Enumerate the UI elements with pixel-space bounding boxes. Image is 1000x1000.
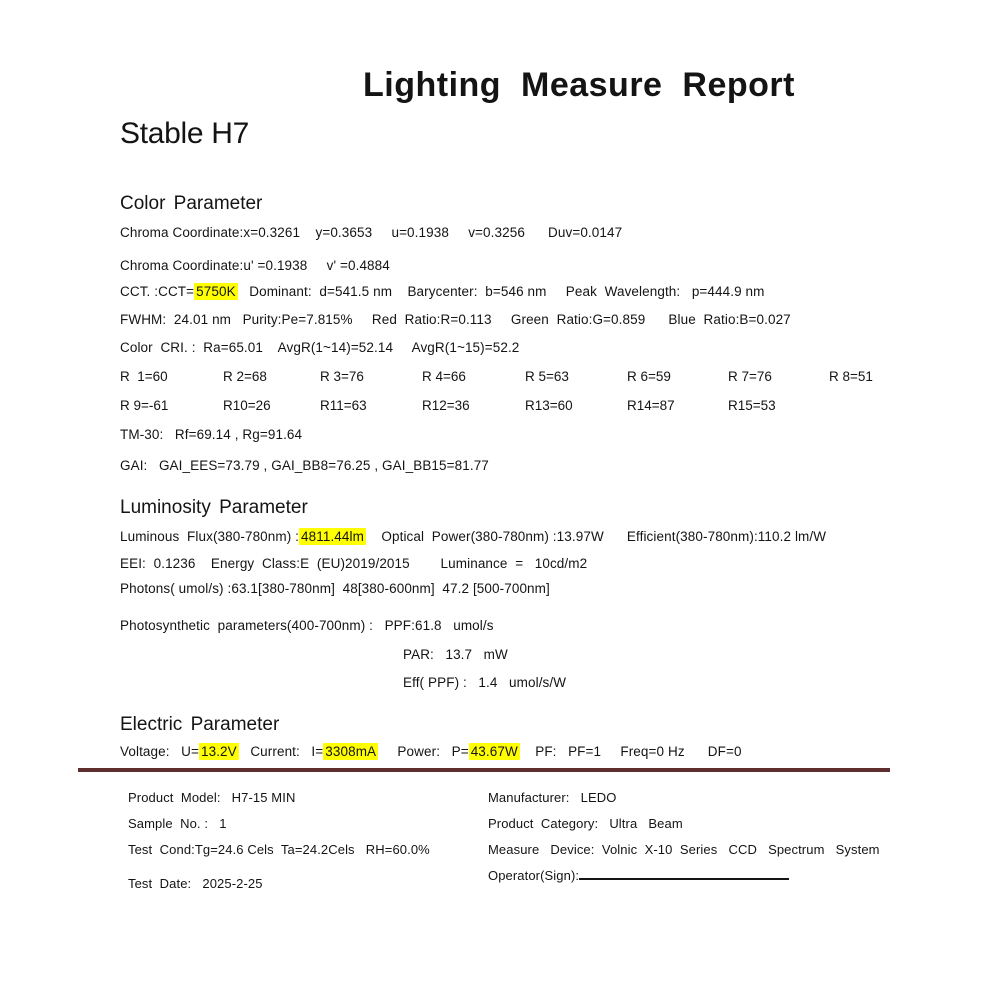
color-cri-line: Color CRI. : Ra=65.01 AvgR(1~14)=52.14 AvgR(1~15)=52.2 (120, 340, 520, 355)
cri-r1: R 1=60 (120, 369, 168, 384)
cri-r15: R15=53 (728, 398, 776, 413)
cri-r-values-row1 (120, 369, 990, 384)
separator-line (78, 768, 890, 772)
cri-r3: R 3=76 (320, 369, 364, 384)
photosynthetic-parameters-line: Photosynthetic parameters(400-700nm) : PPF:61.8 umol/s (120, 618, 494, 633)
power-label: Power: P= (378, 744, 469, 759)
gai-line: GAI: GAI_EES=73.79 , GAI_BB8=76.25 , GAI_BB15=81.77 (120, 458, 489, 473)
electric-parameter-heading: Electric Parameter (120, 714, 280, 735)
cri-r-empty (829, 398, 990, 413)
cri-r12: R12=36 (422, 398, 470, 413)
eei-energy-class-line: EEI: 0.1236 Energy Class:E (EU)2019/2015 Luminance = 10cd/m2 (120, 556, 588, 571)
test-condition-line: Test Cond:Tg=24.6 Cels Ta=24.2Cels RH=60.0% (128, 842, 430, 857)
operator-sign-line (488, 866, 789, 885)
cri-r7: R 7=76 (728, 369, 772, 384)
voltage-value-highlight: 13.2V (200, 744, 237, 759)
signature-blank-line (579, 866, 789, 880)
cri-r13: R13=60 (525, 398, 573, 413)
voltage-label: Voltage: U= (120, 744, 199, 759)
luminous-flux-label: Luminous Flux(380-780nm) : (120, 529, 300, 544)
pf-freq-df-rest: PF: PF=1 Freq=0 Hz DF=0 (519, 744, 742, 759)
current-label: Current: I= (238, 744, 324, 759)
luminous-flux-rest: Optical Power(380-780nm) :13.97W Efficient(380-780nm):110.2 lm/W (365, 529, 827, 544)
luminous-flux-value-highlight: 4811.44lm (301, 529, 364, 544)
current-value-highlight: 3308mA (325, 744, 377, 759)
measure-device-line: Measure Device: Volnic X-10 Series CCD Spectrum System (488, 842, 880, 857)
operator-sign-label: Operator(Sign): (488, 868, 580, 883)
electric-values-line (120, 743, 742, 761)
product-category-line: Product Category: Ultra Beam (488, 816, 683, 831)
manufacturer-line: Manufacturer: LEDO (488, 790, 617, 805)
cct-rest: Dominant: d=541.5 nm Barycenter: b=546 nm Peak Wavelength: p=444.9 nm (237, 284, 765, 299)
tm30-line: TM-30: Rf=69.14 , Rg=91.64 (120, 427, 303, 442)
cri-r11: R11=63 (320, 398, 367, 413)
cri-r8: R 8=51 (829, 369, 873, 384)
report-title: Lighting Measure Report (363, 66, 795, 104)
cri-r4: R 4=66 (422, 369, 466, 384)
par-line: PAR: 13.7 mW (403, 647, 508, 662)
luminous-flux-line (120, 528, 826, 546)
product-model-line: Product Model: H7-15 MIN (128, 790, 296, 805)
cri-r2: R 2=68 (223, 369, 267, 384)
cri-r14: R14=87 (627, 398, 675, 413)
cct-label: CCT. :CCT= (120, 284, 195, 299)
cct-value-highlight: 5750K (196, 284, 236, 299)
power-value-highlight: 43.67W (470, 744, 518, 759)
test-date-line: Test Date: 2025-2-25 (128, 876, 263, 891)
cct-line (120, 283, 765, 301)
photons-line: Photons( umol/s) :63.1[380-780nm] 48[380-600nm] 47.2 [500-700nm] (120, 581, 550, 596)
luminosity-parameter-heading: Luminosity Parameter (120, 497, 308, 518)
cri-r10: R10=26 (223, 398, 271, 413)
cri-r-values-row2 (120, 398, 990, 413)
chroma-coordinate-uprime-vprime: Chroma Coordinate:u' =0.1938 v' =0.4884 (120, 258, 390, 273)
fwhm-purity-ratios-line: FWHM: 24.01 nm Purity:Pe=7.815% Red Ratio:R=0.113 Green Ratio:G=0.859 Blue Ratio:B=0.027 (120, 312, 791, 327)
cri-r5: R 5=63 (525, 369, 569, 384)
cri-r6: R 6=59 (627, 369, 671, 384)
chroma-coordinate-xyuv: Chroma Coordinate:x=0.3261 y=0.3653 u=0.1938 v=0.3256 Duv=0.0147 (120, 225, 623, 240)
eff-ppf-line: Eff( PPF) : 1.4 umol/s/W (403, 675, 567, 690)
sample-no-line: Sample No. : 1 (128, 816, 227, 831)
cri-r9: R 9=-61 (120, 398, 169, 413)
product-name-subtitle: Stable H7 (120, 117, 250, 150)
color-parameter-heading: Color Parameter (120, 193, 263, 214)
